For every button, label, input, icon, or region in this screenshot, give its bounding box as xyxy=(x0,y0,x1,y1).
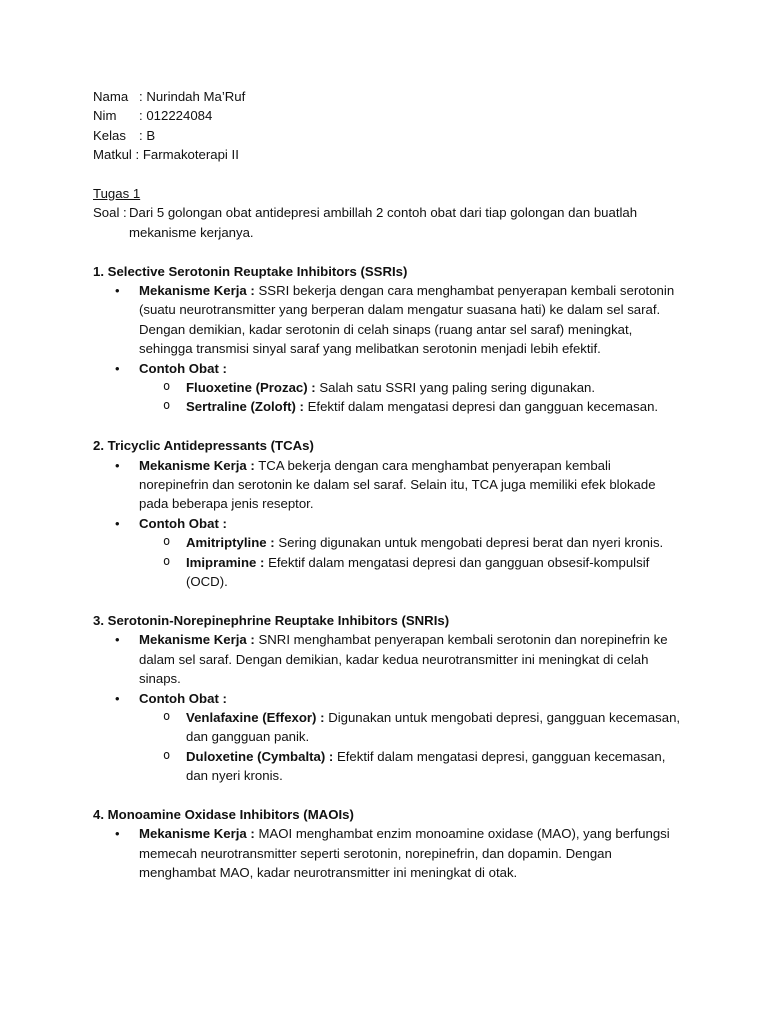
contoh-item xyxy=(93,359,683,378)
spacer xyxy=(93,165,683,184)
soal-label: Soal : xyxy=(93,205,127,221)
circle-bullet-icon: o xyxy=(163,708,171,723)
nama-line: Nama : Nurindah Ma’Ruf xyxy=(93,89,246,104)
spacer xyxy=(93,242,683,261)
drug-name: Amitriptyline : xyxy=(186,535,275,551)
mechanism-item xyxy=(93,824,683,882)
drug-item xyxy=(93,378,683,397)
bullet-icon: • xyxy=(115,515,120,531)
mechanism-text: TCA bekerja dengan cara menghambat penyerapan kembali norepinefrin dan serotonin ke dalam sel saraf. Selain itu, TCA juga memiliki efek blokade pada beberapa jenis reseptor. xyxy=(139,457,656,512)
drug-item xyxy=(93,553,683,592)
drug-item xyxy=(93,747,683,786)
drug-name: Venlafaxine (Effexor) : xyxy=(186,709,325,725)
contoh-item xyxy=(93,514,683,533)
drug-desc: Efektif dalam mengatasi depresi, gangguan kecemasan, dan nyeri kronis. xyxy=(186,748,666,784)
section-tca xyxy=(93,436,683,591)
circle-bullet-icon: o xyxy=(163,747,171,762)
drug-item xyxy=(93,397,683,416)
bullet-icon: • xyxy=(115,826,120,842)
tugas-heading: Tugas 1 xyxy=(93,186,141,202)
section-title: 4. Monoamine Oxidase Inhibitors (MAOIs) xyxy=(93,806,354,822)
section-maoi xyxy=(93,805,683,883)
circle-bullet-icon: o xyxy=(163,379,171,394)
bullet-icon: • xyxy=(115,690,120,706)
spacer xyxy=(93,417,683,436)
drug-name: Sertraline (Zoloft) : xyxy=(186,399,304,415)
contoh-item xyxy=(93,689,683,708)
circle-bullet-icon: o xyxy=(163,553,171,568)
contoh-label: Contoh Obat : xyxy=(139,515,227,531)
circle-bullet-icon: o xyxy=(163,534,171,549)
mechanism-text: SNRI menghambat penyerapan kembali serotonin dan norepinefrin ke dalam sel saraf. Dengan demikian, kadar kedua neurotransmitter ini meningkat di celah sinaps. xyxy=(139,632,668,687)
student-info xyxy=(93,87,683,165)
mechanism-text: MAOI menghambat enzim monoamine oxidase (MAO), yang berfungsi memecah neurotransmitter seperti serotonin, norepinefrin, dan dopamin. Dengan menghambat MAO, kadar neurotransmitter ini meningkat di otak. xyxy=(139,826,670,881)
bullet-icon: • xyxy=(115,457,120,473)
drug-name: Duloxetine (Cymbalta) : xyxy=(186,748,334,764)
mechanism-label: Mekanisme Kerja : xyxy=(139,457,255,473)
bullet-icon: • xyxy=(115,283,120,299)
drug-item xyxy=(93,708,683,747)
bullet-icon: • xyxy=(115,632,120,648)
drug-item xyxy=(93,533,683,552)
mechanism-item xyxy=(93,281,683,359)
contoh-label: Contoh Obat : xyxy=(139,690,227,706)
mechanism-label: Mekanisme Kerja : xyxy=(139,283,255,299)
section-snri xyxy=(93,611,683,786)
mechanism-text: SSRI bekerja dengan cara menghambat penyerapan kembali serotonin (suatu neurotransmitter yang berperan dalam mengatur suasana hati) ke dalam sel saraf. Dengan demikian, kadar serotonin di celah sinaps (ruang antar sel saraf) meningkat, sehingga transmisi sinyal saraf yang melibatkan serotonin menjadi lebih efektif. xyxy=(139,283,675,357)
soal-text: Dari 5 golongan obat antidepresi ambillah 2 contoh obat dari tiap golongan dan buatlah mekanisme kerjanya. xyxy=(129,205,638,240)
section-title: 3. Serotonin-Norepinephrine Reuptake Inhibitors (SNRIs) xyxy=(93,612,450,628)
section-title: 1. Selective Serotonin Reuptake Inhibitors (SSRIs) xyxy=(93,263,408,279)
drug-desc: Salah satu SSRI yang paling sering digunakan. xyxy=(319,380,596,396)
bullet-icon: • xyxy=(115,360,120,376)
kelas-line: Kelas : B xyxy=(93,127,156,143)
circle-bullet-icon: o xyxy=(163,398,171,413)
drug-desc: Sering digunakan untuk mengobati depresi berat dan nyeri kronis. xyxy=(278,535,664,551)
matkul-line: Matkul : Farmakoterapi II xyxy=(93,147,239,163)
drug-desc: Efektif dalam mengatasi depresi dan gangguan obsesif-kompulsif (OCD). xyxy=(186,554,650,590)
contoh-label: Contoh Obat : xyxy=(139,360,227,376)
section-title: 2. Tricyclic Antidepressants (TCAs) xyxy=(93,438,314,454)
drug-name: Imipramine : xyxy=(186,554,265,570)
mechanism-label: Mekanisme Kerja : xyxy=(139,632,255,648)
spacer xyxy=(93,786,683,805)
mechanism-item xyxy=(93,630,683,688)
drug-desc: Digunakan untuk mengobati depresi, gangguan kecemasan, dan gangguan panik. xyxy=(186,709,681,745)
mechanism-label: Mekanisme Kerja : xyxy=(139,826,255,842)
soal-block xyxy=(93,203,683,242)
nim-line: Nim : 012224084 xyxy=(93,108,213,124)
drug-desc: Efektif dalam mengatasi depresi dan gangguan kecemasan. xyxy=(307,399,659,415)
mechanism-item xyxy=(93,456,683,514)
document-content xyxy=(93,87,683,883)
section-ssri xyxy=(93,262,683,417)
drug-name: Fluoxetine (Prozac) : xyxy=(186,380,316,396)
spacer xyxy=(93,592,683,611)
